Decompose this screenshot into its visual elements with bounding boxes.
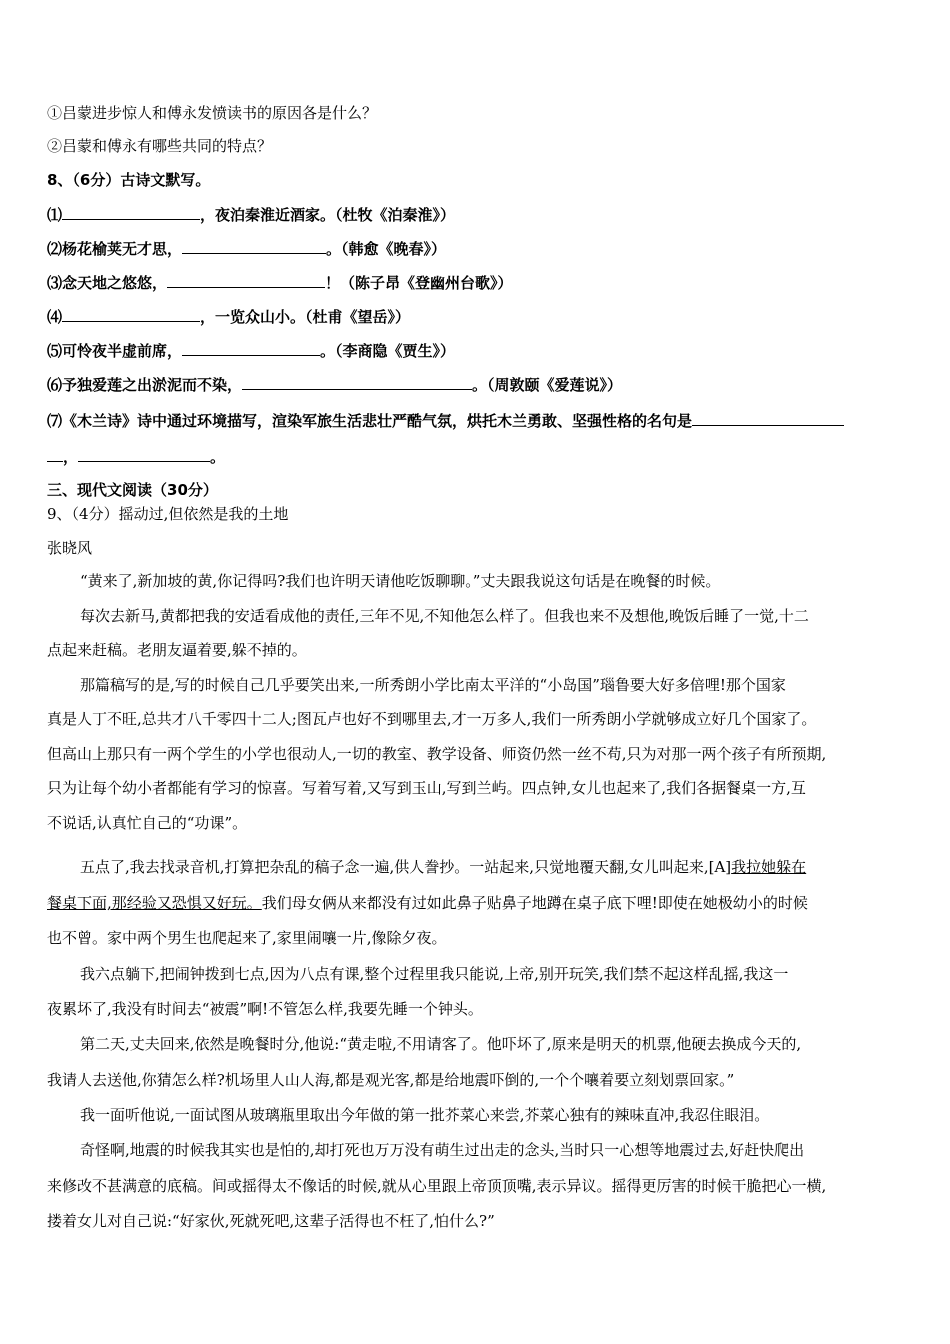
paragraph-line: 也不曾。家中两个男生也爬起来了,家里闹嚷一片,像除夕夜。 (47, 929, 447, 947)
underlined-passage-a: 我拉她躲在 (731, 858, 807, 876)
section-3-heading: 三、现代文阅读（30分） (47, 481, 218, 499)
answer-blank[interactable] (182, 238, 326, 254)
paragraph-line: 来修改不甚满意的底稿。间或摇得太不像话的时候,就从心里跟上帝顶顶嘴,表示异议。摇得更厉害的时候干脆把心一横, (47, 1177, 827, 1195)
q8-item-2: ⑵杨花榆荚无才思， 。（韩愈《晚春》） (47, 240, 447, 258)
paragraph-line: 我六点躺下,把闹钟拨到七点,因为八点有课,整个过程里我只能说,上帝,别开玩笑,我们禁不起这样乱摇,我这一 (80, 965, 789, 983)
answer-blank[interactable] (47, 446, 63, 462)
q8-item-5: ⑸可怜夜半虚前席， 。（李商隐《贾生》） (47, 342, 456, 360)
q8-item-7: ⑺《木兰诗》诗中通过环境描写，渲染军旅生活悲壮严酷气氛，烘托木兰勇敢、坚强性格的名句是 (47, 410, 844, 431)
q8-item-6: ⑹予独爱莲之出淤泥而不染， 。（周敦颐《爱莲说》） (47, 376, 623, 394)
paragraph-line: 每次去新马,黄都把我的安适看成他的责任,三年不见,不知他怎么样了。但我也来不及想他,晚饭后睡了一觉,十二 (80, 607, 809, 625)
q9-heading: 9、（4分）摇动过,但依然是我的土地 (47, 505, 289, 523)
paragraph-line: 五点了,我去找录音机,打算把杂乱的稿子念一遍,供人誊抄。一站起来,只觉地覆天翻,女儿叫起来,[A]我拉她躲在 (80, 858, 807, 876)
q8-item-1: ⑴ ，夜泊秦淮近酒家。（杜牧《泊秦淮》） (47, 206, 456, 224)
article-author: 张晓风 (47, 539, 93, 557)
answer-blank[interactable] (692, 410, 844, 426)
q7-subquestion-1: ①吕蒙进步惊人和傅永发愤读书的原因各是什么？ (47, 104, 378, 122)
answer-blank[interactable] (62, 204, 200, 220)
q8-item-3: ⑶念天地之悠悠， ！（陈子昂《登幽州台歌》） (47, 274, 513, 292)
paragraph-line: 夜累坏了,我没有时间去“被震”啊!不管怎么样,我要先睡一个钟头。 (47, 1000, 483, 1018)
answer-blank[interactable] (182, 340, 320, 356)
paragraph-line: 餐桌下面,那经验又恐惧又好玩。我们母女俩从来都没有过如此鼻子贴鼻子地蹲在桌子底下哩!即使在她极幼小的时候 (47, 894, 808, 912)
answer-blank[interactable] (167, 272, 325, 288)
answer-blank[interactable] (78, 446, 210, 462)
paragraph-line: 真是人丁不旺,总共才八千零四十二人;图瓦卢也好不到哪里去,才一万多人,我们一所秀朗小学就够成立好几个国家了。 (47, 710, 817, 728)
paragraph-line: 但高山上那只有一两个学生的小学也很动人,一切的教室、教学设备、师资仍然一丝不苟,只为对那一两个孩子有所预期, (47, 745, 827, 763)
paragraph-line: 第二天,丈夫回来,依然是晚餐时分,他说:“黄走啦,不用请客了。他吓坏了,原来是明天的机票,他硬去换成今天的, (80, 1035, 802, 1053)
paragraph-line: 我请人去送他,你猜怎么样?机场里人山人海,都是观光客,都是给地震吓倒的,一个个嚷着要立刻划票回家。” (47, 1071, 735, 1089)
q7-subquestion-2: ②吕蒙和傅永有哪些共同的特点？ (47, 137, 273, 155)
answer-blank[interactable] (242, 374, 472, 390)
q8-item-7-cont: ， 。 (47, 446, 225, 467)
paragraph-line: 点起来赶稿。老朋友逼着要,躲不掉的。 (47, 641, 307, 659)
paragraph-line: 我一面听他说,一面试图从玻璃瓶里取出今年做的第一批芥菜心来尝,芥菜心独有的辣味直冲,我忍住眼泪。 (80, 1106, 770, 1124)
paragraph-line: 搂着女儿对自己说:“好家伙,死就死吧,这辈子活得也不枉了,怕什么?” (47, 1212, 495, 1230)
paragraph-line: 只为让每个幼小者都能有学习的惊喜。写着写着,又写到玉山,写到兰屿。四点钟,女儿也起来了,我们各据餐桌一方,互 (47, 779, 806, 797)
q8-heading: 8、（6分）古诗文默写。 (47, 171, 211, 189)
paragraph-line: 不说话,认真忙自己的“功课”。 (47, 814, 248, 832)
paragraph-line: 奇怪啊,地震的时候我其实也是怕的,却打死也万万没有萌生过出走的念头,当时只一心想等地震过去,好赶快爬出 (80, 1141, 805, 1159)
q8-item-4: ⑷ ，一览众山小。（杜甫《望岳》） (47, 308, 411, 326)
paragraph-line: 那篇稿写的是,写的时候自己几乎要笑出来,一所秀朗小学比南太平洋的“小岛国”瑙鲁要大好多倍哩!那个国家 (80, 676, 786, 694)
answer-blank[interactable] (62, 306, 200, 322)
underlined-passage-a: 餐桌下面,那经验又恐惧又好玩。 (47, 894, 262, 912)
paragraph-line: “黄来了,新加坡的黄,你记得吗?我们也许明天请他吃饭聊聊。”丈夫跟我说这句话是在晚餐的时候。 (80, 572, 721, 590)
